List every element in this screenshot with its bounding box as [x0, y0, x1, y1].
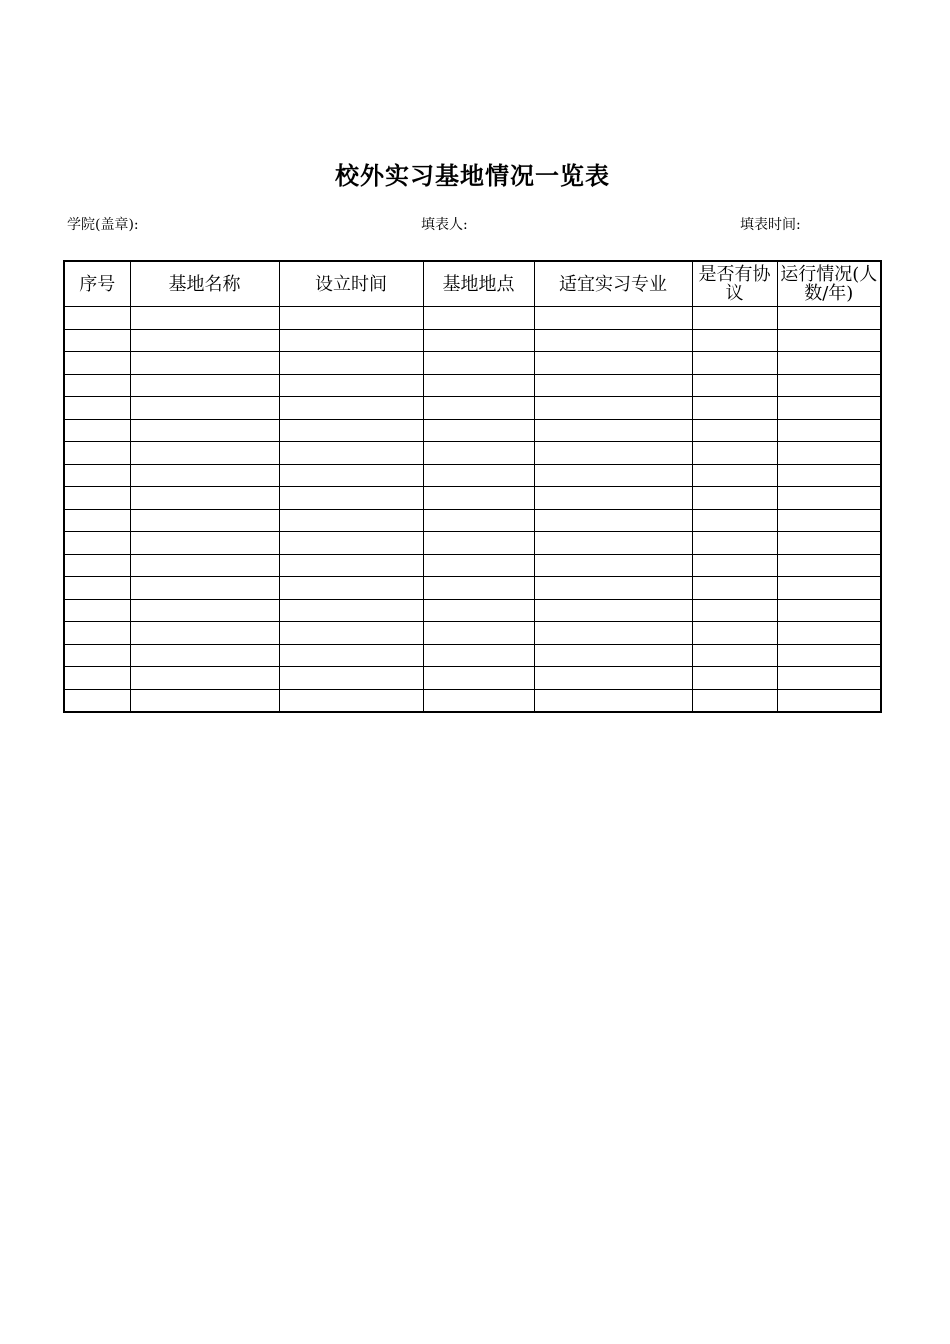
table-cell[interactable]	[130, 554, 279, 577]
document-title: 校外实习基地情况一览表	[335, 161, 610, 190]
table-row	[64, 487, 881, 510]
table-cell[interactable]	[692, 464, 777, 487]
table-row	[64, 464, 881, 487]
table-cell[interactable]	[692, 397, 777, 420]
table-row	[64, 374, 881, 397]
table-cell[interactable]	[130, 577, 279, 600]
table-cell[interactable]	[279, 622, 423, 645]
table-cell[interactable]	[64, 532, 130, 555]
table-cell[interactable]	[130, 374, 279, 397]
table-cell[interactable]	[692, 352, 777, 375]
table-cell[interactable]	[692, 644, 777, 667]
table-cell[interactable]	[777, 577, 881, 600]
table-cell[interactable]	[279, 532, 423, 555]
header-serial-number: 序号	[64, 261, 130, 307]
table-cell[interactable]	[64, 689, 130, 712]
table-cell[interactable]	[279, 689, 423, 712]
table-cell[interactable]	[692, 419, 777, 442]
table-cell[interactable]	[64, 329, 130, 352]
table-cell[interactable]	[423, 667, 534, 690]
college-seal-label: 学院(盖章):	[67, 217, 139, 233]
table-cell[interactable]	[130, 329, 279, 352]
table-row	[64, 329, 881, 352]
table-cell[interactable]	[279, 442, 423, 465]
table-cell[interactable]	[534, 622, 692, 645]
table-cell[interactable]	[64, 307, 130, 330]
table-cell[interactable]	[130, 667, 279, 690]
header-base-name: 基地名称	[130, 261, 279, 307]
table-cell[interactable]	[279, 397, 423, 420]
table-cell[interactable]	[692, 577, 777, 600]
table-cell[interactable]	[64, 644, 130, 667]
table-cell[interactable]	[279, 329, 423, 352]
table-cell[interactable]	[279, 352, 423, 375]
table-cell[interactable]	[692, 532, 777, 555]
table-cell[interactable]	[130, 419, 279, 442]
table-cell[interactable]	[777, 442, 881, 465]
table-cell[interactable]	[423, 329, 534, 352]
table-cell[interactable]	[777, 419, 881, 442]
table-cell[interactable]	[64, 352, 130, 375]
table-cell[interactable]	[777, 374, 881, 397]
table-row	[64, 599, 881, 622]
table-cell[interactable]	[777, 487, 881, 510]
table-cell[interactable]	[534, 689, 692, 712]
table-cell[interactable]	[534, 487, 692, 510]
table-cell[interactable]	[777, 554, 881, 577]
table-cell[interactable]	[534, 532, 692, 555]
table-cell[interactable]	[777, 397, 881, 420]
table-cell[interactable]	[279, 487, 423, 510]
table-cell[interactable]	[64, 374, 130, 397]
table-cell[interactable]	[130, 689, 279, 712]
table-cell[interactable]	[777, 667, 881, 690]
table-cell[interactable]	[777, 307, 881, 330]
table-cell[interactable]	[692, 622, 777, 645]
table-cell[interactable]	[130, 397, 279, 420]
table-cell[interactable]	[279, 509, 423, 532]
table-cell[interactable]	[692, 689, 777, 712]
table-cell[interactable]	[534, 464, 692, 487]
table-cell[interactable]	[279, 374, 423, 397]
table-cell[interactable]	[279, 667, 423, 690]
table-cell[interactable]	[692, 667, 777, 690]
table-row	[64, 419, 881, 442]
table-row	[64, 689, 881, 712]
table-cell[interactable]	[423, 464, 534, 487]
table-cell[interactable]	[777, 689, 881, 712]
table-cell[interactable]	[130, 464, 279, 487]
table-cell[interactable]	[534, 599, 692, 622]
table-cell[interactable]	[130, 622, 279, 645]
header-established-time: 设立时间	[279, 261, 423, 307]
table-row	[64, 532, 881, 555]
table-cell[interactable]	[423, 487, 534, 510]
table-cell[interactable]	[64, 622, 130, 645]
table-cell[interactable]	[279, 307, 423, 330]
table-cell[interactable]	[423, 419, 534, 442]
table-cell[interactable]	[692, 509, 777, 532]
table-cell[interactable]	[423, 644, 534, 667]
table-cell[interactable]	[423, 622, 534, 645]
table-cell[interactable]	[692, 329, 777, 352]
fill-date-label: 填表时间:	[740, 217, 801, 233]
header-base-location: 基地地点	[423, 261, 534, 307]
table-cell[interactable]	[423, 509, 534, 532]
table-cell[interactable]	[534, 307, 692, 330]
table-cell[interactable]	[534, 329, 692, 352]
table-row	[64, 352, 881, 375]
table-cell[interactable]	[534, 352, 692, 375]
table-cell[interactable]	[423, 532, 534, 555]
table-cell[interactable]	[534, 577, 692, 600]
table-cell[interactable]	[777, 622, 881, 645]
table-cell[interactable]	[130, 644, 279, 667]
table-cell[interactable]	[130, 442, 279, 465]
table-cell[interactable]	[534, 397, 692, 420]
table-cell[interactable]	[423, 397, 534, 420]
table-row	[64, 442, 881, 465]
table-row	[64, 397, 881, 420]
table-cell[interactable]	[692, 374, 777, 397]
table-row	[64, 577, 881, 600]
table-cell[interactable]	[279, 554, 423, 577]
table-cell[interactable]	[423, 689, 534, 712]
table-cell[interactable]	[130, 599, 279, 622]
table-cell[interactable]	[423, 577, 534, 600]
table-cell[interactable]	[64, 509, 130, 532]
table-cell[interactable]	[534, 442, 692, 465]
table-cell[interactable]	[130, 487, 279, 510]
filler-label: 填表人:	[421, 217, 468, 233]
table-cell[interactable]	[534, 374, 692, 397]
header-has-agreement: 是否有协议	[692, 261, 777, 307]
table-cell[interactable]	[423, 554, 534, 577]
table-cell[interactable]	[64, 419, 130, 442]
header-operation-status: 运行情况(人数/年)	[777, 261, 881, 307]
table-cell[interactable]	[64, 667, 130, 690]
header-row	[64, 261, 881, 307]
table-row	[64, 644, 881, 667]
table-cell[interactable]	[423, 599, 534, 622]
table-cell[interactable]	[64, 554, 130, 577]
table-cell[interactable]	[534, 554, 692, 577]
table-cell[interactable]	[423, 374, 534, 397]
table-cell[interactable]	[279, 419, 423, 442]
table-cell[interactable]	[64, 487, 130, 510]
table-cell[interactable]	[534, 667, 692, 690]
table-cell[interactable]	[534, 509, 692, 532]
table-cell[interactable]	[534, 644, 692, 667]
table-cell[interactable]	[279, 577, 423, 600]
table-cell[interactable]	[130, 352, 279, 375]
table-cell[interactable]	[692, 554, 777, 577]
table-cell[interactable]	[692, 442, 777, 465]
table-cell[interactable]	[64, 577, 130, 600]
internship-base-table	[63, 260, 882, 713]
table-cell[interactable]	[64, 442, 130, 465]
table-cell[interactable]	[64, 397, 130, 420]
header-suitable-majors: 适宜实习专业	[534, 261, 692, 307]
table-cell[interactable]	[279, 599, 423, 622]
table-cell[interactable]	[777, 509, 881, 532]
table-cell[interactable]	[130, 532, 279, 555]
table-cell[interactable]	[64, 464, 130, 487]
table-cell[interactable]	[777, 464, 881, 487]
table-cell[interactable]	[279, 464, 423, 487]
table-row	[64, 554, 881, 577]
table-cell[interactable]	[64, 599, 130, 622]
table-cell[interactable]	[130, 509, 279, 532]
table-cell[interactable]	[534, 419, 692, 442]
table-cell[interactable]	[777, 644, 881, 667]
table-cell[interactable]	[692, 307, 777, 330]
table-cell[interactable]	[423, 442, 534, 465]
table-cell[interactable]	[692, 487, 777, 510]
table-row	[64, 307, 881, 330]
table-body	[64, 307, 881, 713]
table-row	[64, 622, 881, 645]
table-cell[interactable]	[279, 644, 423, 667]
table-cell[interactable]	[130, 307, 279, 330]
table-row	[64, 667, 881, 690]
table-cell[interactable]	[777, 532, 881, 555]
table-cell[interactable]	[777, 352, 881, 375]
table-row	[64, 509, 881, 532]
table-cell[interactable]	[692, 599, 777, 622]
table-cell[interactable]	[423, 307, 534, 330]
table-cell[interactable]	[423, 352, 534, 375]
table-cell[interactable]	[777, 599, 881, 622]
table-cell[interactable]	[777, 329, 881, 352]
